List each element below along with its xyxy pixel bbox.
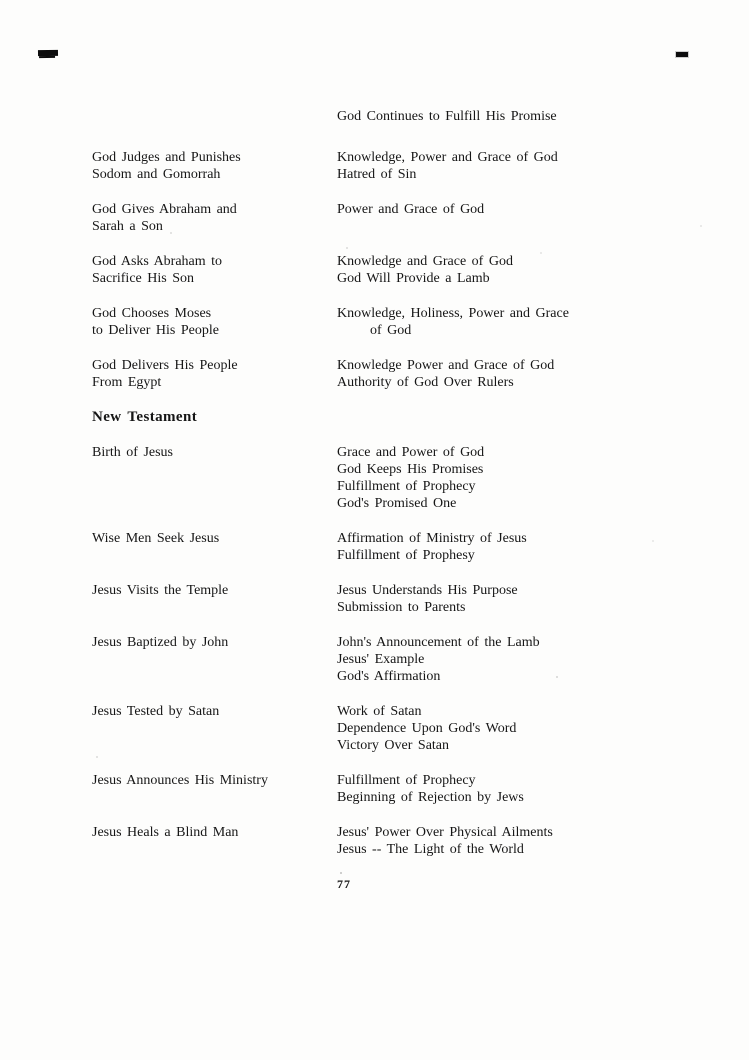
theme-cell (337, 582, 719, 616)
entry-row (92, 634, 719, 685)
story-title-cell (92, 703, 337, 720)
story-title-line: Wise Men Seek Jesus (92, 531, 220, 546)
theme-line: Work of Satan (337, 704, 422, 719)
theme-cell (337, 201, 719, 218)
story-title-cell (92, 444, 337, 461)
story-title-cell (92, 582, 337, 599)
theme-line: God Keeps His Promises (337, 462, 484, 477)
theme-line: Jesus Understands His Purpose (337, 583, 518, 598)
theme-line: Fulfillment of Prophecy (337, 479, 476, 494)
entry-row (92, 357, 719, 391)
theme-cell (337, 444, 719, 512)
theme-line: Authority of God Over Rulers (337, 375, 514, 390)
section-heading: New Testament (92, 409, 198, 425)
theme-line: God's Promised One (337, 496, 457, 511)
theme-cell (337, 253, 719, 287)
theme-line: Knowledge, Power and Grace of God (337, 150, 558, 165)
story-title-line: Jesus Heals a Blind Man (92, 825, 239, 840)
theme-line: Knowledge, Holiness, Power and Grace (337, 306, 569, 321)
story-title-line: God Judges and Punishes (92, 150, 241, 165)
theme-line: Fulfillment of Prophecy (337, 773, 476, 788)
entry-row (92, 201, 719, 235)
story-title-cell (92, 634, 337, 651)
theme-line: of God (337, 323, 412, 338)
story-title-line: Jesus Announces His Ministry (92, 773, 268, 788)
theme-line: Knowledge and Grace of God (337, 254, 513, 269)
story-title-line: God Chooses Moses (92, 306, 212, 321)
theme-line: Jesus' Power Over Physical Ailments (337, 825, 553, 840)
theme-cell (337, 357, 719, 391)
theme-line: Victory Over Satan (337, 738, 450, 753)
entry-row (92, 582, 719, 616)
theme-cell (337, 530, 719, 564)
scan-noise (0, 0, 2, 2)
story-title-cell (92, 253, 337, 287)
story-title-line: to Deliver His People (92, 323, 219, 338)
story-title-cell (92, 530, 337, 547)
story-title-line: Sacrifice His Son (92, 271, 194, 286)
theme-line: Knowledge Power and Grace of God (337, 358, 555, 373)
story-title-line: Jesus Tested by Satan (92, 704, 220, 719)
entry-row (92, 305, 719, 339)
story-title-cell (92, 305, 337, 339)
theme-line: God Will Provide a Lamb (337, 271, 490, 286)
theme-cell (337, 772, 719, 806)
theme-line: John's Announcement of the Lamb (337, 635, 540, 650)
entry-row (92, 703, 719, 754)
theme-line: Jesus' Example (337, 652, 425, 667)
theme-line: God Continues to Fulfill His Promise (337, 109, 557, 124)
story-title-line: God Delivers His People (92, 358, 238, 373)
entry-row (92, 108, 719, 125)
theme-line: Hatred of Sin (337, 167, 417, 182)
theme-line: Power and Grace of God (337, 202, 485, 217)
story-title-cell (92, 201, 337, 235)
story-title-line: Sarah a Son (92, 219, 163, 234)
crop-mark-left-icon (38, 50, 58, 56)
entry-row (92, 253, 719, 287)
page-number: 77 (337, 877, 351, 891)
section-heading-row (92, 409, 719, 426)
theme-cell (337, 305, 719, 339)
story-title-cell (92, 772, 337, 789)
entry-row (92, 149, 719, 183)
theme-cell (337, 149, 719, 183)
crop-mark-right-icon (676, 52, 688, 57)
story-title-line: Birth of Jesus (92, 445, 173, 460)
theme-cell (337, 108, 719, 125)
theme-cell (337, 634, 719, 685)
story-title-line: From Egypt (92, 375, 162, 390)
entry-row (92, 772, 719, 806)
theme-line: Affirmation of Ministry of Jesus (337, 531, 527, 546)
theme-line: Jesus -- The Light of the World (337, 842, 524, 857)
story-title-cell (92, 357, 337, 391)
theme-line: Beginning of Rejection by Jews (337, 790, 524, 805)
entry-row (92, 530, 719, 564)
theme-line: Grace and Power of God (337, 445, 485, 460)
theme-line: Fulfillment of Prophesy (337, 548, 475, 563)
theme-line: Dependence Upon God's Word (337, 721, 517, 736)
theme-line: Submission to Parents (337, 600, 466, 615)
story-theme-list (92, 108, 719, 893)
story-title-cell (92, 409, 337, 426)
story-title-line: Jesus Visits the Temple (92, 583, 229, 598)
theme-cell (337, 824, 719, 858)
story-title-cell (92, 824, 337, 841)
theme-line: God's Affirmation (337, 669, 441, 684)
story-title-line: Sodom and Gomorrah (92, 167, 221, 182)
story-title-cell (92, 149, 337, 183)
story-title-line: God Asks Abraham to (92, 254, 223, 269)
entry-row (92, 444, 719, 512)
theme-cell (337, 703, 719, 754)
story-title-line: Jesus Baptized by John (92, 635, 229, 650)
story-title-line: God Gives Abraham and (92, 202, 237, 217)
entry-row (92, 824, 719, 858)
